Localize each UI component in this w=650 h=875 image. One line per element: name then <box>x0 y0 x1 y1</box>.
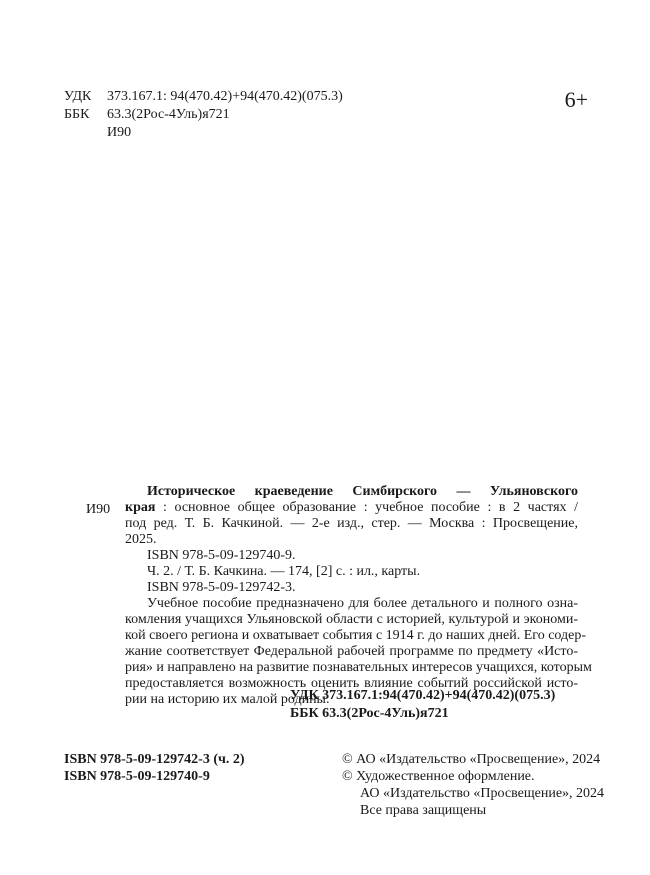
catalog-entry <box>125 484 592 708</box>
udk-value: 373.167.1: 94(470.42)+94(470.42)(075.3) <box>107 89 343 104</box>
copyright-line3: АО «Издательство «Просвещение», 2024 <box>360 786 605 801</box>
catalog-title-line1: Историческое краеведение Симбирского — Ульяновского <box>147 484 578 499</box>
isbn-part: ISBN 978-5-09-129742-3 (ч. 2) <box>64 752 245 767</box>
rights-reserved: Все права защищены <box>360 803 487 818</box>
catalog-title-line2 <box>125 500 578 516</box>
isbn-common: ISBN 978-5-09-129740-9 <box>64 769 210 784</box>
bbk-label: ББК <box>64 107 90 122</box>
udk-footer: УДК 373.167.1:94(470.42)+94(470.42)(075.3) <box>290 688 556 703</box>
annotation-line: рии на историю их малой родины. <box>125 692 330 707</box>
annotation-line: рия» и направлено на развитие познавательных интересов учащихся, которым <box>125 660 592 675</box>
age-rating: 6+ <box>564 87 588 112</box>
catalog-isbn1: ISBN 978-5-09-129740-9. <box>147 548 296 563</box>
catalog-line3: под ред. Т. Б. Качкиной. — 2-е изд., стер. — Москва : Просвещение, <box>125 516 578 531</box>
bbk-value: 63.3(2Рос-4Уль)я721 <box>107 107 230 122</box>
annotation-line: комления учащихся Ульяновской области с историей, культурой и экономи- <box>125 612 578 627</box>
catalog-title-bold-word: края <box>125 500 156 515</box>
annotation-line: Учебное пособие предназначено для более детального и полного озна- <box>147 596 578 611</box>
catalog-isbn2: ISBN 978-5-09-129742-3. <box>147 580 296 595</box>
catalog-author-mark: И90 <box>86 502 111 517</box>
copyright-line2: © Художественное оформление. <box>342 769 535 784</box>
bbk-footer: ББК 63.3(2Рос-4Уль)я721 <box>290 706 449 721</box>
copyright-line1: © АО «Издательство «Просвещение», 2024 <box>342 752 601 767</box>
annotation-line: жание соответствует Федеральной рабочей программе по предмету «Исто- <box>125 644 578 659</box>
annotation-line: предоставляется возможность оценить влияние событий российской исто- <box>125 676 578 691</box>
catalog-title-line2-rest: : основное общее образование : учебное пособие : в 2 частях / <box>155 500 578 515</box>
annotation-line: кой своего региона и охватывает события с 1914 г. до наших дней. Его содер- <box>125 628 587 643</box>
author-mark: И90 <box>107 125 132 140</box>
catalog-line4: 2025. <box>125 532 157 547</box>
udk-label: УДК <box>64 89 92 104</box>
catalog-part: Ч. 2. / Т. Б. Качкина. — 174, [2] с. : ил., карты. <box>147 564 421 579</box>
